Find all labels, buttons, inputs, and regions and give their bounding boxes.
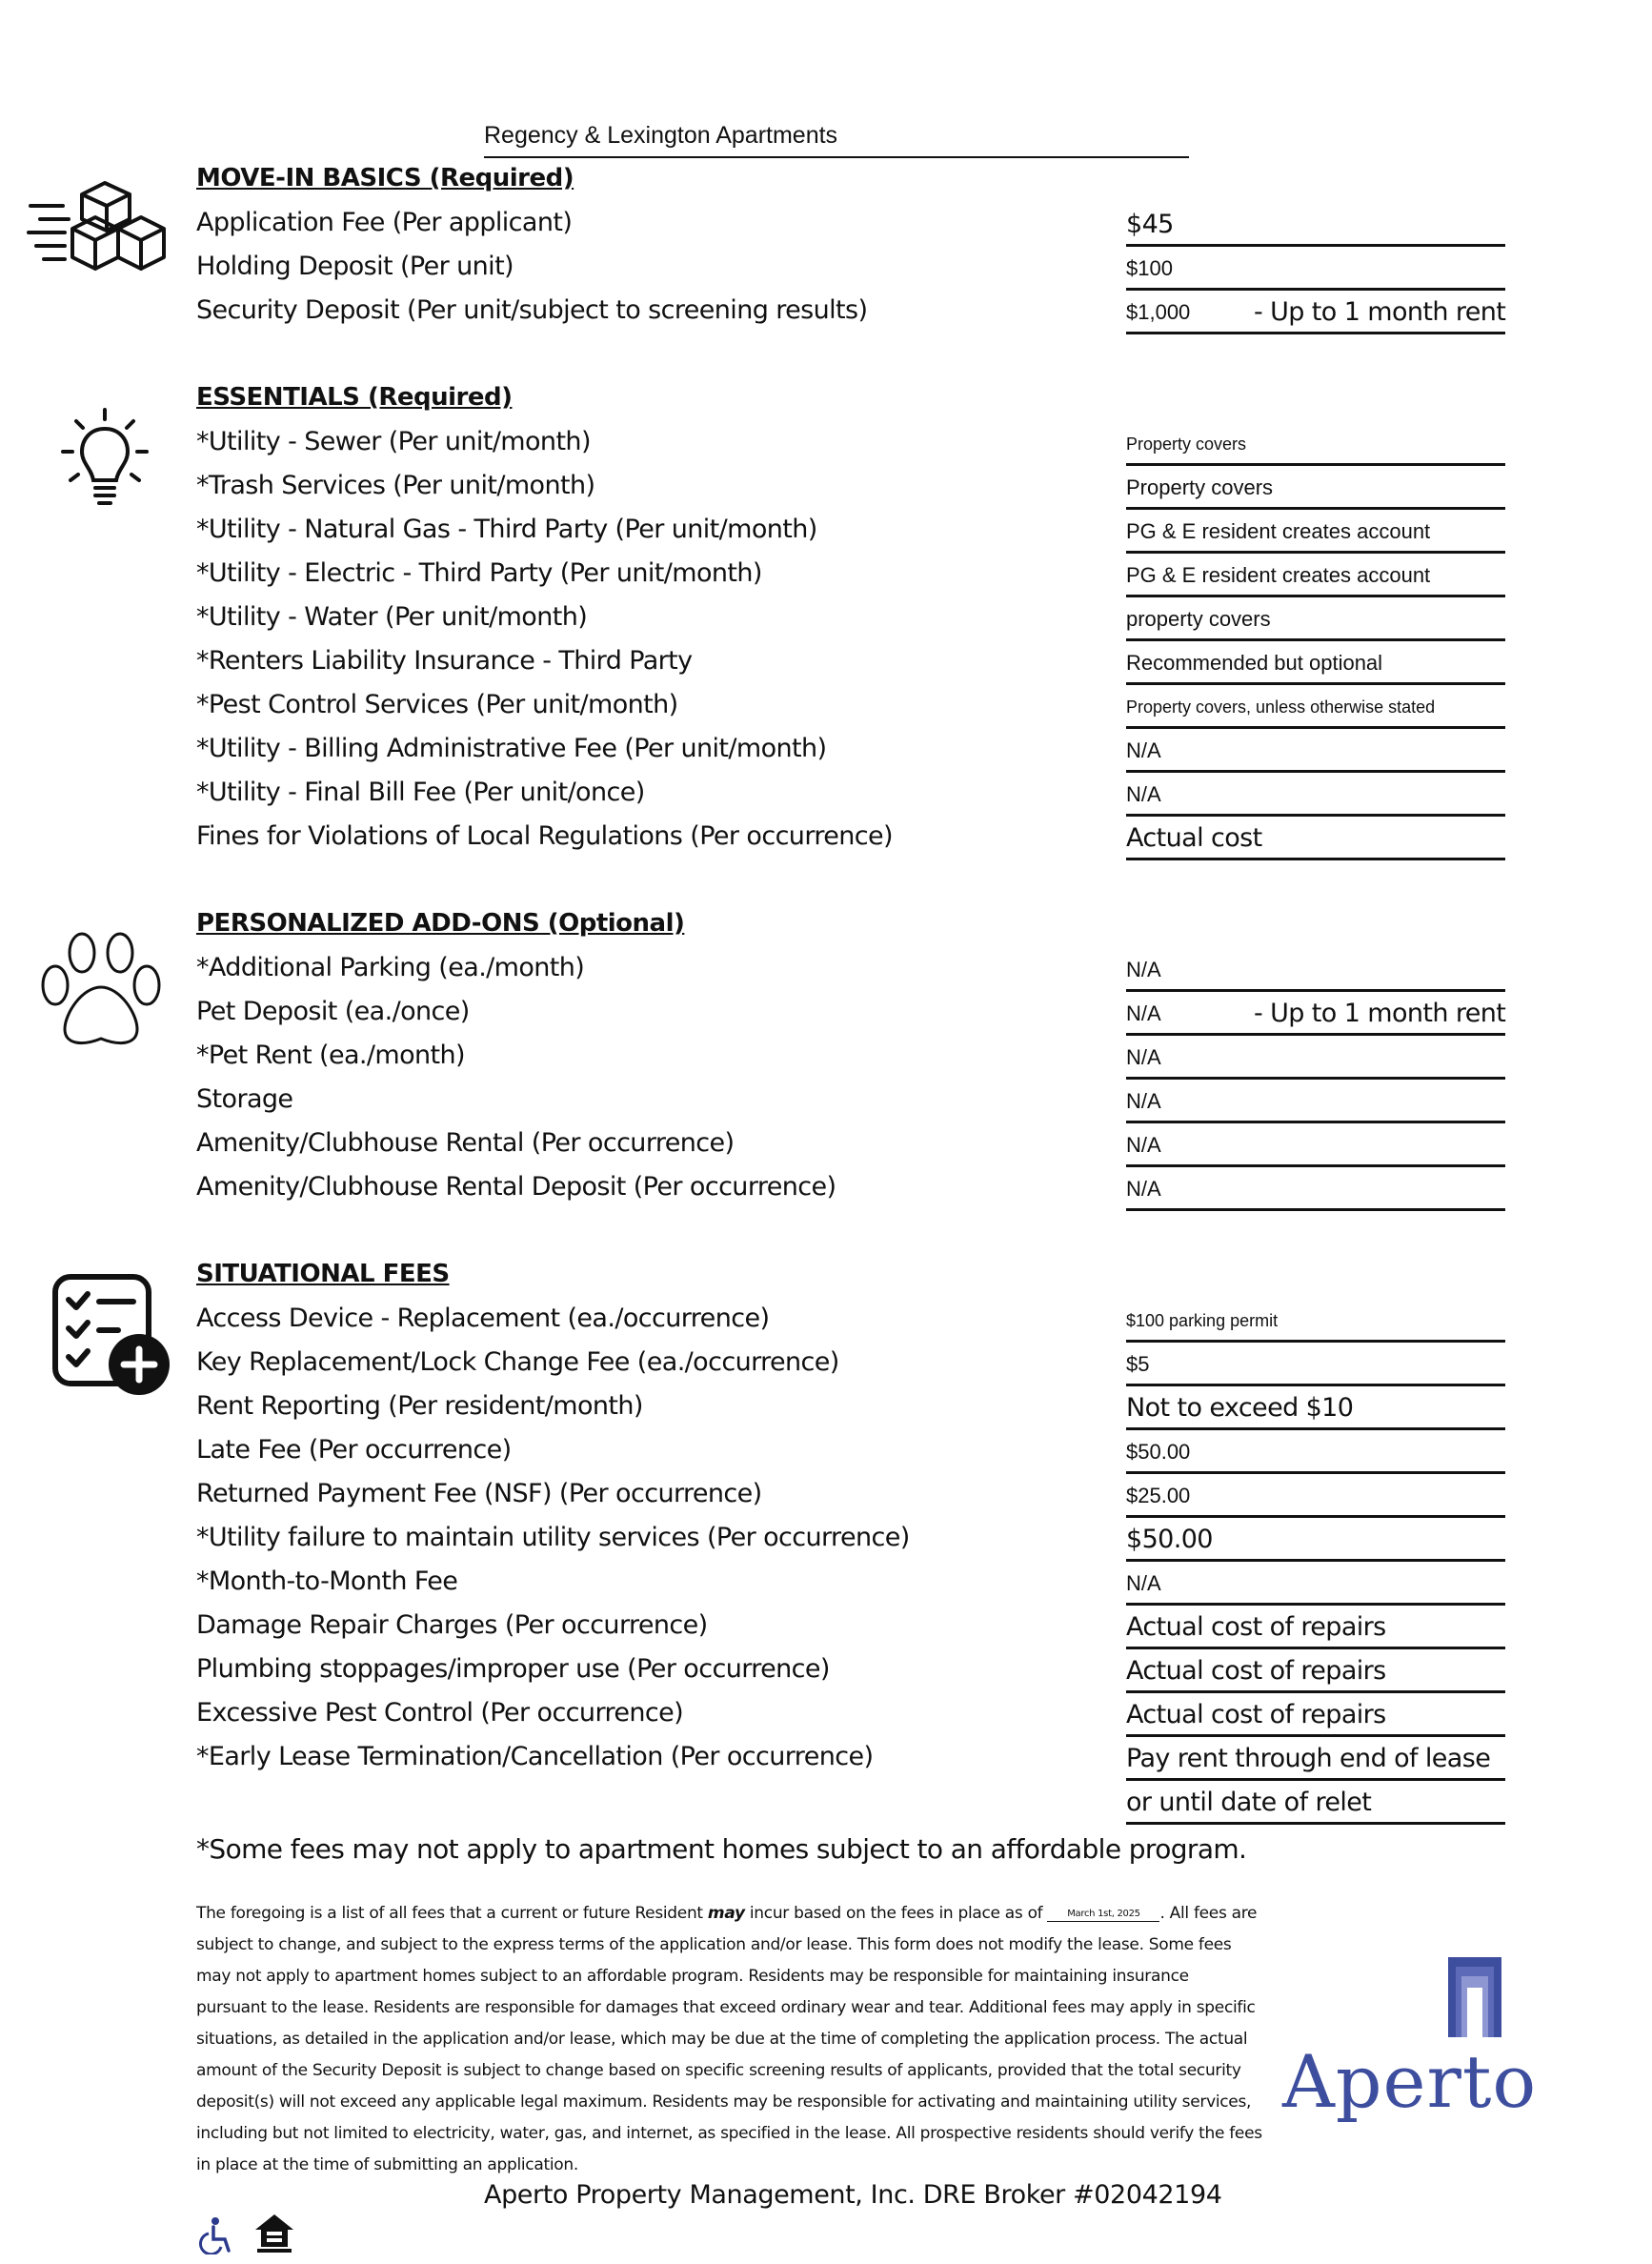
checklist-add-icon (51, 1273, 173, 1397)
fee-label: Plumbing stoppages/improper use (Per occurrence) (196, 1654, 830, 1684)
fee-value (1126, 1694, 1505, 1737)
fee-value (1126, 1431, 1505, 1474)
fee-label: Security Deposit (Per unit/subject to screening results) (196, 295, 868, 325)
fee-value (1126, 1124, 1505, 1167)
fee-value-text: $50.00 (1126, 1440, 1191, 1464)
fee-label: Pet Deposit (ea./once) (196, 997, 470, 1026)
fee-value (1126, 292, 1505, 334)
fee-value-text: $45 (1126, 210, 1174, 239)
fee-value (1126, 1519, 1505, 1562)
effective-date: March 1st, 2025 (1047, 1908, 1159, 1922)
fee-value-text: N/A (1126, 958, 1161, 981)
fee-value-text: N/A (1126, 1045, 1161, 1069)
fee-value-text: Not to exceed $10 (1126, 1393, 1354, 1423)
fee-value-text: $100 (1126, 256, 1173, 280)
disclaimer-may: may (707, 1904, 745, 1923)
fee-value-text: N/A (1126, 1177, 1161, 1201)
fee-value-text: Actual cost of repairs (1126, 1612, 1386, 1642)
fee-value (1126, 993, 1505, 1036)
fee-label: *Utility failure to maintain utility services (Per occurrence) (196, 1523, 910, 1552)
fee-value-text: N/A (1126, 738, 1161, 762)
fee-value (1126, 248, 1505, 291)
fee-value (1126, 423, 1505, 466)
fee-value-note: - Up to 1 month rent (1254, 999, 1506, 1028)
fee-value (1126, 1037, 1505, 1080)
fee-label: Damage Repair Charges (Per occurrence) (196, 1610, 708, 1640)
disclaimer-part2: incur based on the fees in place as of (744, 1904, 1048, 1923)
aperto-logo-mark (1448, 1957, 1501, 2037)
section-heading-addons: PERSONALIZED ADD-ONS (Optional) (196, 909, 685, 938)
fee-value-text: N/A (1126, 1089, 1161, 1113)
section-heading-situational: SITUATIONAL FEES (196, 1260, 450, 1288)
fee-value (1126, 1607, 1505, 1649)
fee-value-text: $25.00 (1126, 1484, 1191, 1507)
fee-value (1126, 555, 1505, 597)
fee-value-text: PG & E resident creates account (1126, 519, 1431, 543)
equal-housing-icon (253, 2213, 295, 2254)
fee-value (1126, 1475, 1505, 1518)
fee-label: Storage (196, 1084, 293, 1114)
fee-label: *Trash Services (Per unit/month) (196, 471, 595, 500)
fee-label: *Utility - Natural Gas - Third Party (Per unit/month) (196, 515, 817, 544)
fee-value (1126, 1563, 1505, 1606)
fee-label: Key Replacement/Lock Change Fee (ea./occurrence) (196, 1347, 839, 1377)
fee-label: Returned Payment Fee (NSF) (Per occurrence) (196, 1479, 762, 1508)
paw-icon (38, 932, 164, 1050)
fee-value-text: PG & E resident creates account (1126, 563, 1431, 587)
fee-value (1126, 818, 1505, 860)
fee-label: *Month-to-Month Fee (196, 1567, 458, 1596)
fee-label: *Pet Rent (ea./month) (196, 1041, 465, 1070)
fee-value (1126, 204, 1505, 247)
fee-value (1126, 642, 1505, 685)
affordable-footnote: *Some fees may not apply to apartment homes subject to an affordable program. (196, 1833, 1247, 1865)
fee-label: *Early Lease Termination/Cancellation (Per occurrence) (196, 1742, 874, 1771)
fee-value-text: Actual cost of repairs (1126, 1656, 1386, 1686)
fee-value-text: Property covers, unless otherwise stated (1126, 697, 1436, 717)
disclaimer-part3: . All fees are subject to change, and subject to the express terms of the application and/or lease. This form does not modify the lease. Some fees may not apply to apartment homes subject to an affordable program. Residents may be responsible for maintaining insurance pursuant to the lease. Residents are responsible for damages that exceed ordinary wear and tear. Additional fees may apply in specific situations, as detailed in the application and/or lease, which may be due at the time of completing the application process. The actual amount of the Security Deposit is subject to change based on specific screening results of applicants, provided that the total security deposit(s) will not exceed any applicable legal maximum. Residents may be responsible for activating and maintaining utility services, including but not limited to electricity, water, gas, and internet, as specified in the lease. All prospective residents should verify the fees in place at the time of submitting an application. (196, 1904, 1262, 2174)
fee-value-text: $100 parking permit (1126, 1311, 1279, 1330)
fee-value-line2: or until date of relet (1126, 1782, 1505, 1825)
property-name: Regency & Lexington Apartments (484, 116, 1189, 158)
fee-value (1126, 1387, 1505, 1430)
fee-value-text: $50.00 (1126, 1525, 1213, 1554)
fee-value-text: Pay rent through end of lease (1126, 1744, 1491, 1773)
lightbulb-icon (59, 408, 151, 511)
fee-value-text: Property covers (1126, 475, 1274, 499)
aperto-logo-text: Aperto (1282, 2039, 1538, 2124)
fee-value (1126, 1300, 1505, 1343)
fee-label: *Additional Parking (ea./month) (196, 953, 585, 982)
fee-value (1126, 949, 1505, 992)
fee-value (1126, 1650, 1505, 1693)
disclaimer-part1: The foregoing is a list of all fees that a current or future Resident (196, 1904, 708, 1923)
fee-value (1126, 511, 1505, 554)
fee-value (1126, 774, 1505, 817)
disclaimer (196, 1898, 1263, 2181)
fee-label: *Renters Liability Insurance - Third Party (196, 646, 693, 676)
fee-value-text: Actual cost (1126, 823, 1262, 853)
fee-value (1126, 1081, 1505, 1123)
fee-value-text: N/A (1126, 782, 1161, 806)
fee-value (1126, 1344, 1505, 1386)
fee-label: *Utility - Water (Per unit/month) (196, 602, 588, 632)
fee-value-text: Actual cost of repairs (1126, 1700, 1386, 1729)
fee-value (1126, 1168, 1505, 1211)
fee-value-note: - Up to 1 month rent (1254, 297, 1506, 327)
fee-label: Access Device - Replacement (ea./occurrence) (196, 1304, 770, 1333)
boxes-icon (27, 177, 170, 276)
fee-label: Amenity/Clubhouse Rental Deposit (Per occurrence) (196, 1172, 836, 1202)
fee-label: *Utility - Electric - Third Party (Per unit/month) (196, 558, 762, 588)
fee-label: *Utility - Sewer (Per unit/month) (196, 427, 591, 456)
broker-line: Aperto Property Management, Inc. DRE Broker #02042194 (484, 2180, 1222, 2210)
fee-label: Amenity/Clubhouse Rental (Per occurrence) (196, 1128, 735, 1158)
fee-value (1126, 598, 1505, 641)
fee-label: Application Fee (Per applicant) (196, 208, 573, 237)
fee-label: Fines for Violations of Local Regulations (Per occurrence) (196, 821, 893, 851)
fee-value (1126, 730, 1505, 773)
fee-label: Rent Reporting (Per resident/month) (196, 1391, 643, 1421)
fee-label: *Pest Control Services (Per unit/month) (196, 690, 678, 719)
fee-value-text: Property covers (1126, 435, 1247, 454)
fee-value (1126, 467, 1505, 510)
fee-value (1126, 686, 1505, 729)
fee-value-text: $1,000 (1126, 300, 1191, 324)
fee-label: Holding Deposit (Per unit) (196, 252, 514, 281)
accessibility-icon (198, 2216, 234, 2254)
fee-value-text: N/A (1126, 1133, 1161, 1157)
fee-value-text: property covers (1126, 607, 1271, 631)
fee-value-text: Recommended but optional (1126, 651, 1383, 675)
section-heading-essentials: ESSENTIALS (Required) (196, 383, 513, 412)
fee-label: *Utility - Billing Administrative Fee (Per unit/month) (196, 734, 827, 763)
section-heading-move-in: MOVE-IN BASICS (Required) (196, 164, 574, 192)
fee-label: Excessive Pest Control (Per occurrence) (196, 1698, 684, 1728)
fee-value-text: N/A (1126, 1001, 1161, 1025)
fee-value-text: $5 (1126, 1352, 1150, 1376)
fee-value-text: N/A (1126, 1571, 1161, 1595)
fee-label: Late Fee (Per occurrence) (196, 1435, 512, 1465)
fee-label: *Utility - Final Bill Fee (Per unit/once) (196, 778, 645, 807)
fee-value (1126, 1738, 1505, 1781)
